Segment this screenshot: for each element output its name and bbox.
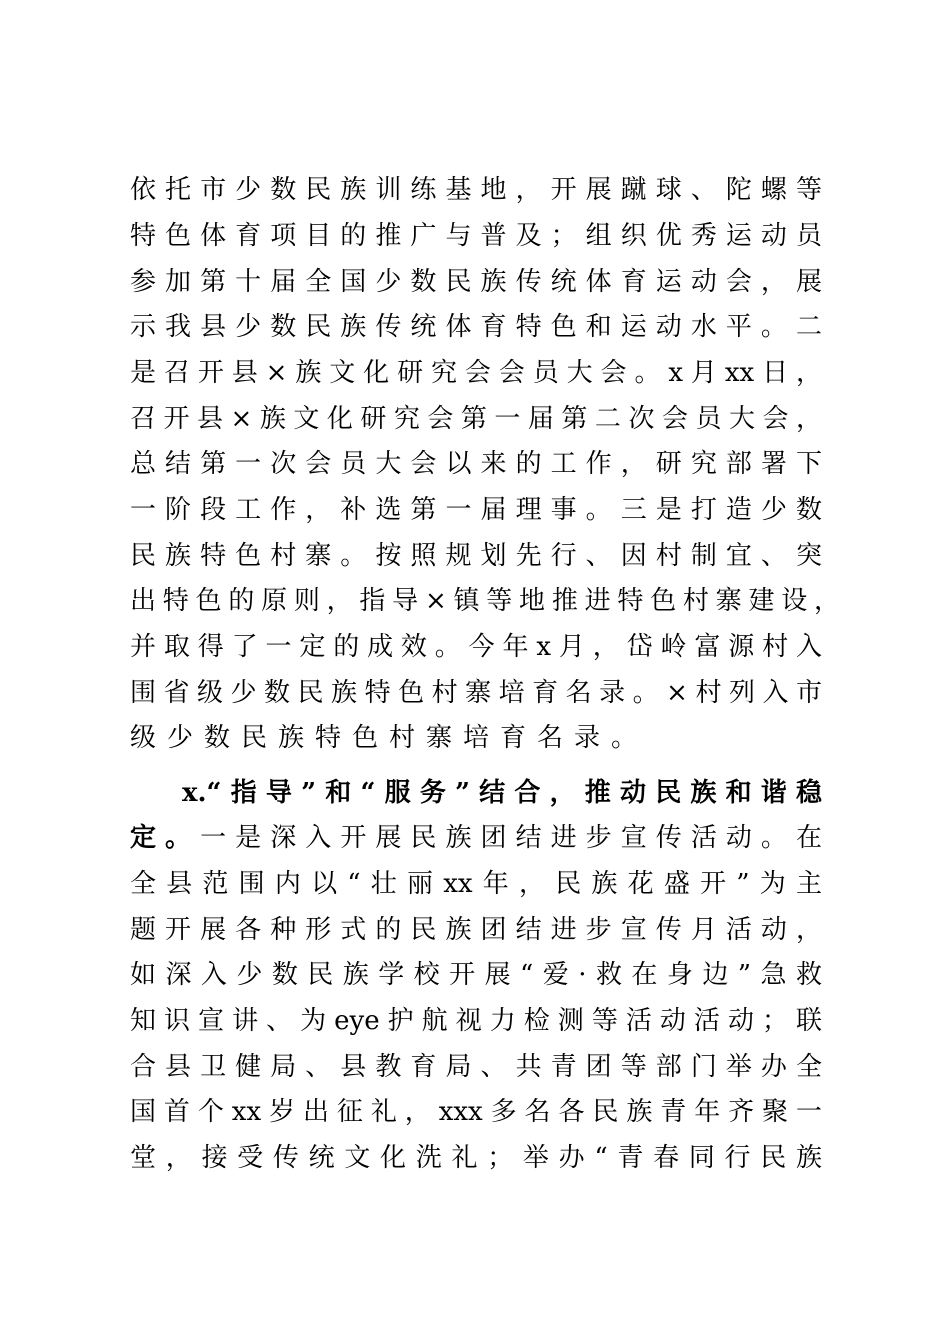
body-line-17: 知识宣讲、为eye护航视力检测等活动活动；联 bbox=[130, 1006, 822, 1036]
body-line-14: 全县范围内以“壮丽xx年，民族花盛开”为主 bbox=[130, 869, 822, 899]
body-line-7: 总结第一次会员大会以来的工作，研究部署下 bbox=[130, 449, 822, 479]
body-line-12: 围省级少数民族特色村寨培育名录。×村列入市 bbox=[130, 678, 822, 708]
body-line-8: 一阶段工作，补选第一届理事。三是打造少数 bbox=[130, 495, 822, 525]
body-line-5: 是召开县×族文化研究会会员大会。x月xx日， bbox=[130, 358, 822, 388]
body-line-4: 示我县少数民族传统体育特色和运动水平。二 bbox=[130, 312, 822, 342]
body-line-9: 民族特色村寨。按照规划先行、因村制宜、突 bbox=[130, 541, 822, 571]
section-heading: x.“指导”和“服务”结合，推动民族和谐稳 bbox=[182, 778, 822, 808]
body-line-16: 如深入少数民族学校开展“爱·救在身边”急救 bbox=[130, 960, 822, 990]
body-line-18: 合县卫健局、县教育局、共青团等部门举办全 bbox=[130, 1052, 822, 1082]
body-line-19: 国首个xx岁出征礼，xxx多名各民族青年齐聚一 bbox=[130, 1097, 822, 1127]
body-line-2: 特色体育项目的推广与普及；组织优秀运动员 bbox=[130, 221, 822, 251]
body-line-6: 召开县×族文化研究会第一届第二次会员大会， bbox=[130, 404, 822, 434]
body-line-1: 依托市少数民族训练基地，开展蹴球、陀螺等 bbox=[130, 175, 822, 205]
body-line-3: 参加第十届全国少数民族传统体育运动会，展 bbox=[130, 267, 822, 297]
body-line-11: 并取得了一定的成效。今年x月，岱岭富源村入 bbox=[130, 632, 822, 662]
body-line-20: 堂，接受传统文化洗礼；举办“青春同行民族 bbox=[130, 1143, 822, 1173]
heading-tail-text: 一是深入开展民族团结进步宣传活动。在 bbox=[200, 823, 822, 853]
body-line-15: 题开展各种形式的民族团结进步宣传月活动， bbox=[130, 915, 822, 945]
body-line-10: 出特色的原则，指导×镇等地推进特色村寨建设， bbox=[130, 586, 840, 616]
heading-continuation-line bbox=[130, 818, 822, 858]
body-line-13: 级少数民族特色村寨培育名录。 bbox=[130, 723, 649, 753]
heading-tail-bold: 定。 bbox=[130, 823, 201, 853]
